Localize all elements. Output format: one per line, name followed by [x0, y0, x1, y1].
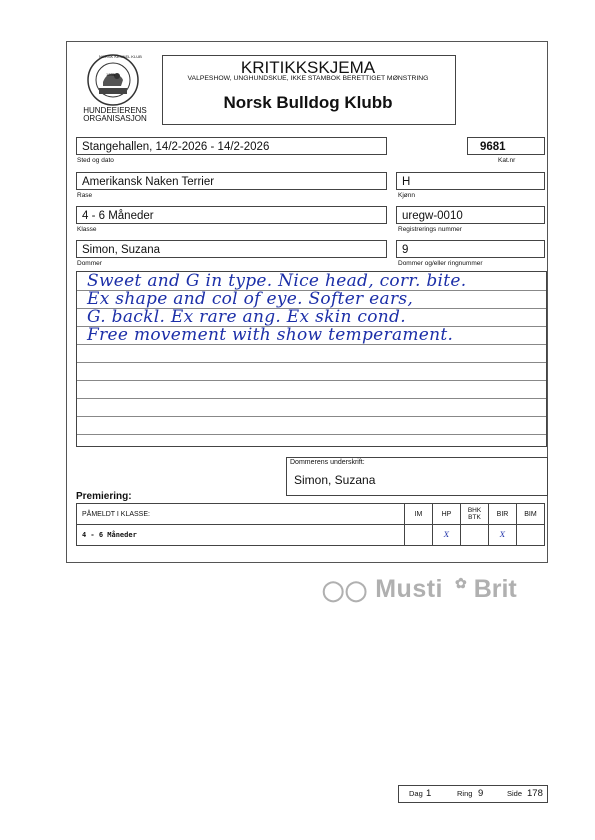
mark-bhk-btk [461, 525, 489, 546]
reg-nr-field: uregw-0010 [396, 206, 545, 224]
class-label: Klasse [77, 226, 97, 233]
cat-nr-field: 9681 [467, 137, 545, 155]
class-value: 4 - 6 Måneder [77, 525, 405, 546]
premiering-table [76, 503, 545, 546]
critique-line: Ex shape and col of eye. Softer ears, [87, 289, 414, 309]
critique-line: Free movement with show temperament. [87, 325, 454, 345]
form-title: KRITIKKSKJEMA [240, 58, 376, 77]
sex-field: H [396, 172, 545, 190]
critique-line: Sweet and G in type. Nice head, corr. bite. [87, 271, 467, 291]
breed-field: Amerikansk Naken Terrier [76, 172, 387, 190]
side-label: Side [507, 789, 523, 798]
reg-nr-label: Registrerings nummer [398, 226, 462, 233]
mark-hp: X [433, 525, 461, 546]
signature-label: Dommerens underskrift: [290, 459, 365, 466]
col-hp: HP [433, 504, 461, 525]
critique-box [76, 271, 547, 447]
cat-nr-label: Kat.nr [498, 157, 516, 164]
paw-icon: ✿ [455, 575, 467, 591]
class-field: 4 - 6 Måneder [76, 206, 387, 224]
sex-label: Kjønn [398, 192, 415, 199]
dag-value: 1 [426, 788, 432, 799]
class-header: PÅMELDT I KLASSE: [77, 504, 405, 525]
ring-label: Dommer og/eller ringnummer [398, 260, 483, 267]
signature-name: Simon, Suzana [294, 473, 376, 487]
col-bim: BIM [517, 504, 545, 525]
logo-ring-text: NORSK KENNEL KLUB [99, 54, 142, 59]
ring-footer-label: Ring [457, 789, 473, 798]
mark-bim [517, 525, 545, 546]
ring-field: 9 [396, 240, 545, 258]
form-subtitle: VALPESHOW, UNGHUNDSKUE, IKKE STAMBOK BERETTIGET MØNSTRING [187, 75, 429, 82]
cat-dog-icon: ◯◯ [322, 580, 368, 602]
col-bir: BIR [489, 504, 517, 525]
premiering-title: Premiering: [76, 491, 132, 502]
footer-box [398, 785, 548, 803]
club-name: Norsk Bulldog Klubb [223, 93, 393, 112]
ring-footer-value: 9 [478, 788, 484, 799]
mark-im [405, 525, 433, 546]
judge-field: Simon, Suzana [76, 240, 387, 258]
dag-label: Dag [409, 789, 423, 798]
critique-line: G. backl. Ex rare ang. Ex skin cond. [87, 307, 406, 327]
judge-label: Dommer [77, 260, 102, 267]
side-value: 178 [527, 788, 543, 799]
venue-date-field: Stangehallen, 14/2-2026 - 14/2-2026 [76, 137, 387, 155]
musti-logo: ◯◯ Musti [322, 575, 443, 603]
venue-date-label: Sted og dato [77, 157, 114, 164]
col-im: IM [405, 504, 433, 525]
breed-label: Rase [77, 192, 93, 199]
brit-logo: ✿ Brit [455, 575, 517, 603]
mark-bir: X [489, 525, 517, 546]
col-bhk-btk: BHK BTK [461, 504, 489, 525]
logo-caption: HUNDEEIERENS ORGANISASJON [83, 106, 147, 123]
logo-year: 1898 [106, 72, 115, 77]
